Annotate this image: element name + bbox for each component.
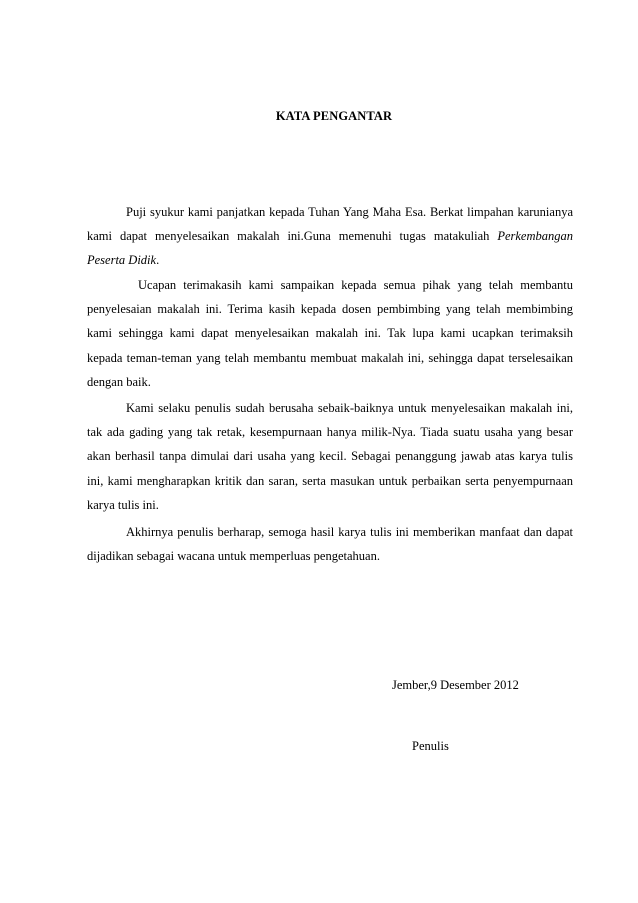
paragraph-4-text: Akhirnya penulis berharap, semoga hasil karya tulis ini memberikan manfaat dan dapat dijadikan sebagai wacana untuk memperluas pengetahuan. [87,525,573,564]
paragraph-2 [87,273,573,394]
paragraph-1 [87,200,573,273]
date-line: Jember,9 Desember 2012 [392,678,519,692]
paragraph-2-text: Ucapan terimakasih kami sampaikan kepada semua pihak yang telah membantu penyelesaian makalah ini. Terima kasih kepada dosen pembimbing yang telah membimbing kami sehingga kami dapat menyelesaikan makalah ini. Tak lupa kami ucapkan terimaksih kepada teman-teman yang telah membantu membuat makalah ini, sehingga dapat terselesaikan dengan baik. [87,278,573,389]
paragraph-3 [87,396,573,517]
signer-name: Penulis [412,739,449,753]
paragraph-1-main: Puji syukur kami panjatkan kepada Tuhan Yang Maha Esa. Berkat limpahan karunianya kami dapat menyelesaikan makalah ini.Guna memenuhi tugas matakuliah [87,205,573,244]
paragraph-1-text [87,200,573,273]
page-title: KATA PENGANTAR [275,109,393,123]
paragraph-4 [87,520,573,568]
paragraph-1-end: . [156,253,160,268]
course-name: Perkembangan Peserta Didik [87,229,573,268]
paragraph-3-text: Kami selaku penulis sudah berusaha sebaik-baiknya untuk menyelesaikan makalah ini, tak ada gading yang tak retak, kesempurnaan hanya milik-Nya. Tiada suatu usaha yang besar akan berhasil tanpa dimulai dari usaha yang kecil. Sebagai penanggung jawab atas karya tulis ini, kami mengharapkan kritik dan saran, serta masukan untuk perbaikan serta penyempurnaan karya tulis ini. [87,401,573,512]
